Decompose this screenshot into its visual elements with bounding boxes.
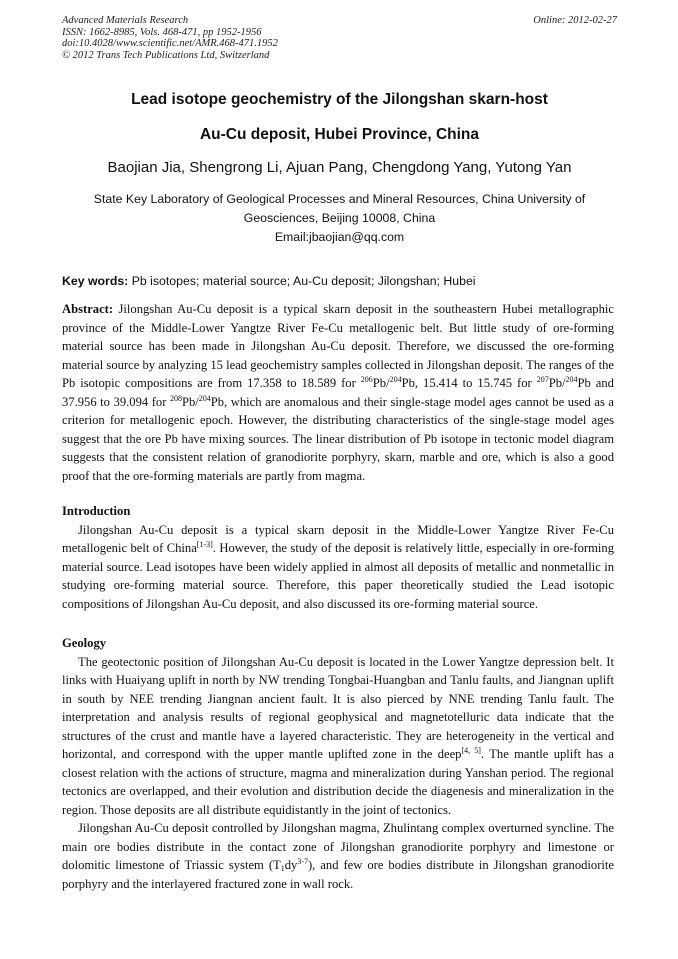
issn-line: ISSN: 1662-8985, Vols. 468-471, pp 1952-1956 <box>62 26 262 38</box>
isotope-208: 208 <box>169 393 182 403</box>
geology-text-4: ), and few ore bodies distribute in Jilongshan granodiorite porphyry and the interlayered fractured zone in wall rock. <box>62 858 614 891</box>
abstract-text-3: and 37.956 to 39.094 for <box>62 376 614 409</box>
keywords-text: Pb isotopes; material source; Au-Cu deposit; Jilongshan; Hubei <box>128 274 476 288</box>
citation-ref: [1-3] <box>196 540 213 549</box>
isotope-207: 207 <box>536 375 549 384</box>
abstract <box>62 300 614 485</box>
isotope-204: 204 <box>565 375 578 384</box>
paper-title-line-2: Au-Cu deposit, Hubei Province, China <box>199 126 480 143</box>
pb-text: Pb <box>577 376 591 390</box>
geology-text-1: The geotectonic position of Jilongshan Au-Cu deposit is located in the Lower Yangtze depression belt. It links with Huaiyang uplift in north by NW trending Tongbai-Huangban and Tanlu faults, and Jiangnan uplift in south by NEE trending Jiangnan ancient fault. It is also pierced by NNE trending Tanlu fault. The interpretation and analysis results of regional geophysical and magnetotelluric data indicate that the structures of the crust and mantle have a layered characteristic. They are heterogeneity in the vertical and horizontal, and correspond with the upper mantle uplifted zone in the deep <box>62 654 614 761</box>
isotope-204: 204 <box>198 393 211 403</box>
keywords <box>62 274 617 288</box>
formation-code: dy <box>284 858 298 872</box>
introduction-heading: Introduction <box>62 504 131 518</box>
introduction-section <box>62 502 614 613</box>
geology-heading: Geology <box>62 636 107 650</box>
affiliation <box>70 190 609 228</box>
copyright-line: © 2012 Trans Tech Publications Ltd, Switzerland <box>62 49 270 61</box>
introduction-text-2: . However, the study of the deposit is relatively little, especially in ore-forming material source. Lead isotopes have been widely applied in almost all deposits of metallic and nonmetallic in studying ore-forming material source. Therefore, this paper theoretically studied the Lead isotopic compositions of Jilongshan Au-Cu deposit, and also discussed its ore-forming material source. <box>62 541 614 611</box>
abstract-paragraph <box>62 300 614 485</box>
author-email: Email:jbaojian@qq.com <box>274 230 405 244</box>
geology-text-3: Jilongshan Au-Cu deposit controlled by Jilongshan magma, Zhulintang complex overturned syncline. The main ore bodies distribute in the contact zone of Jilongshan granodiorite porphyry and limestone or dolomitic limestone of Triassic system (T <box>62 821 614 872</box>
abstract-text-4: , which are anomalous and their single-stage model ages cannot be used as a criterion for metallogenic epoch. However, the distributing characteristics of the single-stage model ages suggest that the ore Pb have mixing sources. The linear distribution of Pb isotope in tectonic model diagram suggests that the consistent relation of granodiorite porphyry, skarn, marble and ore, which is also a good proof that the ore-forming materials are partly from magma. <box>62 394 614 483</box>
subscript: 1 <box>280 864 285 873</box>
journal-name: Advanced Materials Research <box>62 15 189 26</box>
geology-text-2: . The mantle uplift has a closest relation with the actions of structure, magma and mineralization during Yanshan period. The regional tectonics are overlapped, and their evolution and distribution decide the diagenesis and mineralization in the region. Those deposits are all distribute equidistantly in the joint of tectonics. <box>62 747 614 817</box>
superscript: 3-7 <box>297 857 308 866</box>
pb-text: Pb <box>401 376 415 390</box>
pb-text: Pb/ <box>372 376 390 390</box>
abstract-label: Abstract: <box>62 302 114 316</box>
affiliation-line-1: State Key Laboratory of Geological Processes and Mineral Resources, China University of <box>93 192 586 206</box>
journal-header <box>62 15 617 61</box>
abstract-text-2: , 15.414 to 15.745 for <box>414 376 537 390</box>
affiliation-line-2: Geosciences, Beijing 10008, China <box>243 211 436 225</box>
geology-section <box>62 634 614 893</box>
citation-ref: [4, 5] <box>461 746 481 755</box>
pb-text: Pb <box>210 394 225 409</box>
introduction-paragraph <box>62 521 614 614</box>
introduction-text-1: Jilongshan Au-Cu deposit is a typical skarn deposit in the Middle-Lower Yangtze River Fe-Cu metallogenic belt of China <box>62 522 614 555</box>
isotope-206: 206 <box>360 375 373 384</box>
geology-paragraph-1 <box>62 653 614 820</box>
author-list: Baojian Jia, Shengrong Li, Ajuan Pang, Chengdong Yang, Yutong Yan <box>107 159 572 176</box>
isotope-204: 204 <box>389 375 402 384</box>
abstract-text-1: Jilongshan Au-Cu deposit is a typical skarn deposit in the southeastern Hubei metallographic province of the Middle-Lower Yangtze River Fe-Cu metallogenic belt. But little study of ore-forming material source has been made in Jilongshan Au-Cu deposit. Therefore, we discussed the ore-forming material source by analyzing 15 lead geochemistry samples collected in Jilongshan deposit. The ranges of the Pb isotopic compositions are from 17.358 to 18.589 for <box>62 302 614 390</box>
keywords-label: Key words: <box>62 274 129 288</box>
online-date: Online: 2012-02-27 <box>533 15 617 26</box>
geology-paragraph-2 <box>62 819 614 893</box>
doi-line: doi:10.4028/www.scientific.net/AMR.468-471.1952 <box>62 38 278 49</box>
pb-text: Pb/ <box>548 376 566 390</box>
pb-text: Pb/ <box>181 394 199 409</box>
paper-title-line-1: Lead isotope geochemistry of the Jilongshan skarn-host <box>131 91 548 108</box>
